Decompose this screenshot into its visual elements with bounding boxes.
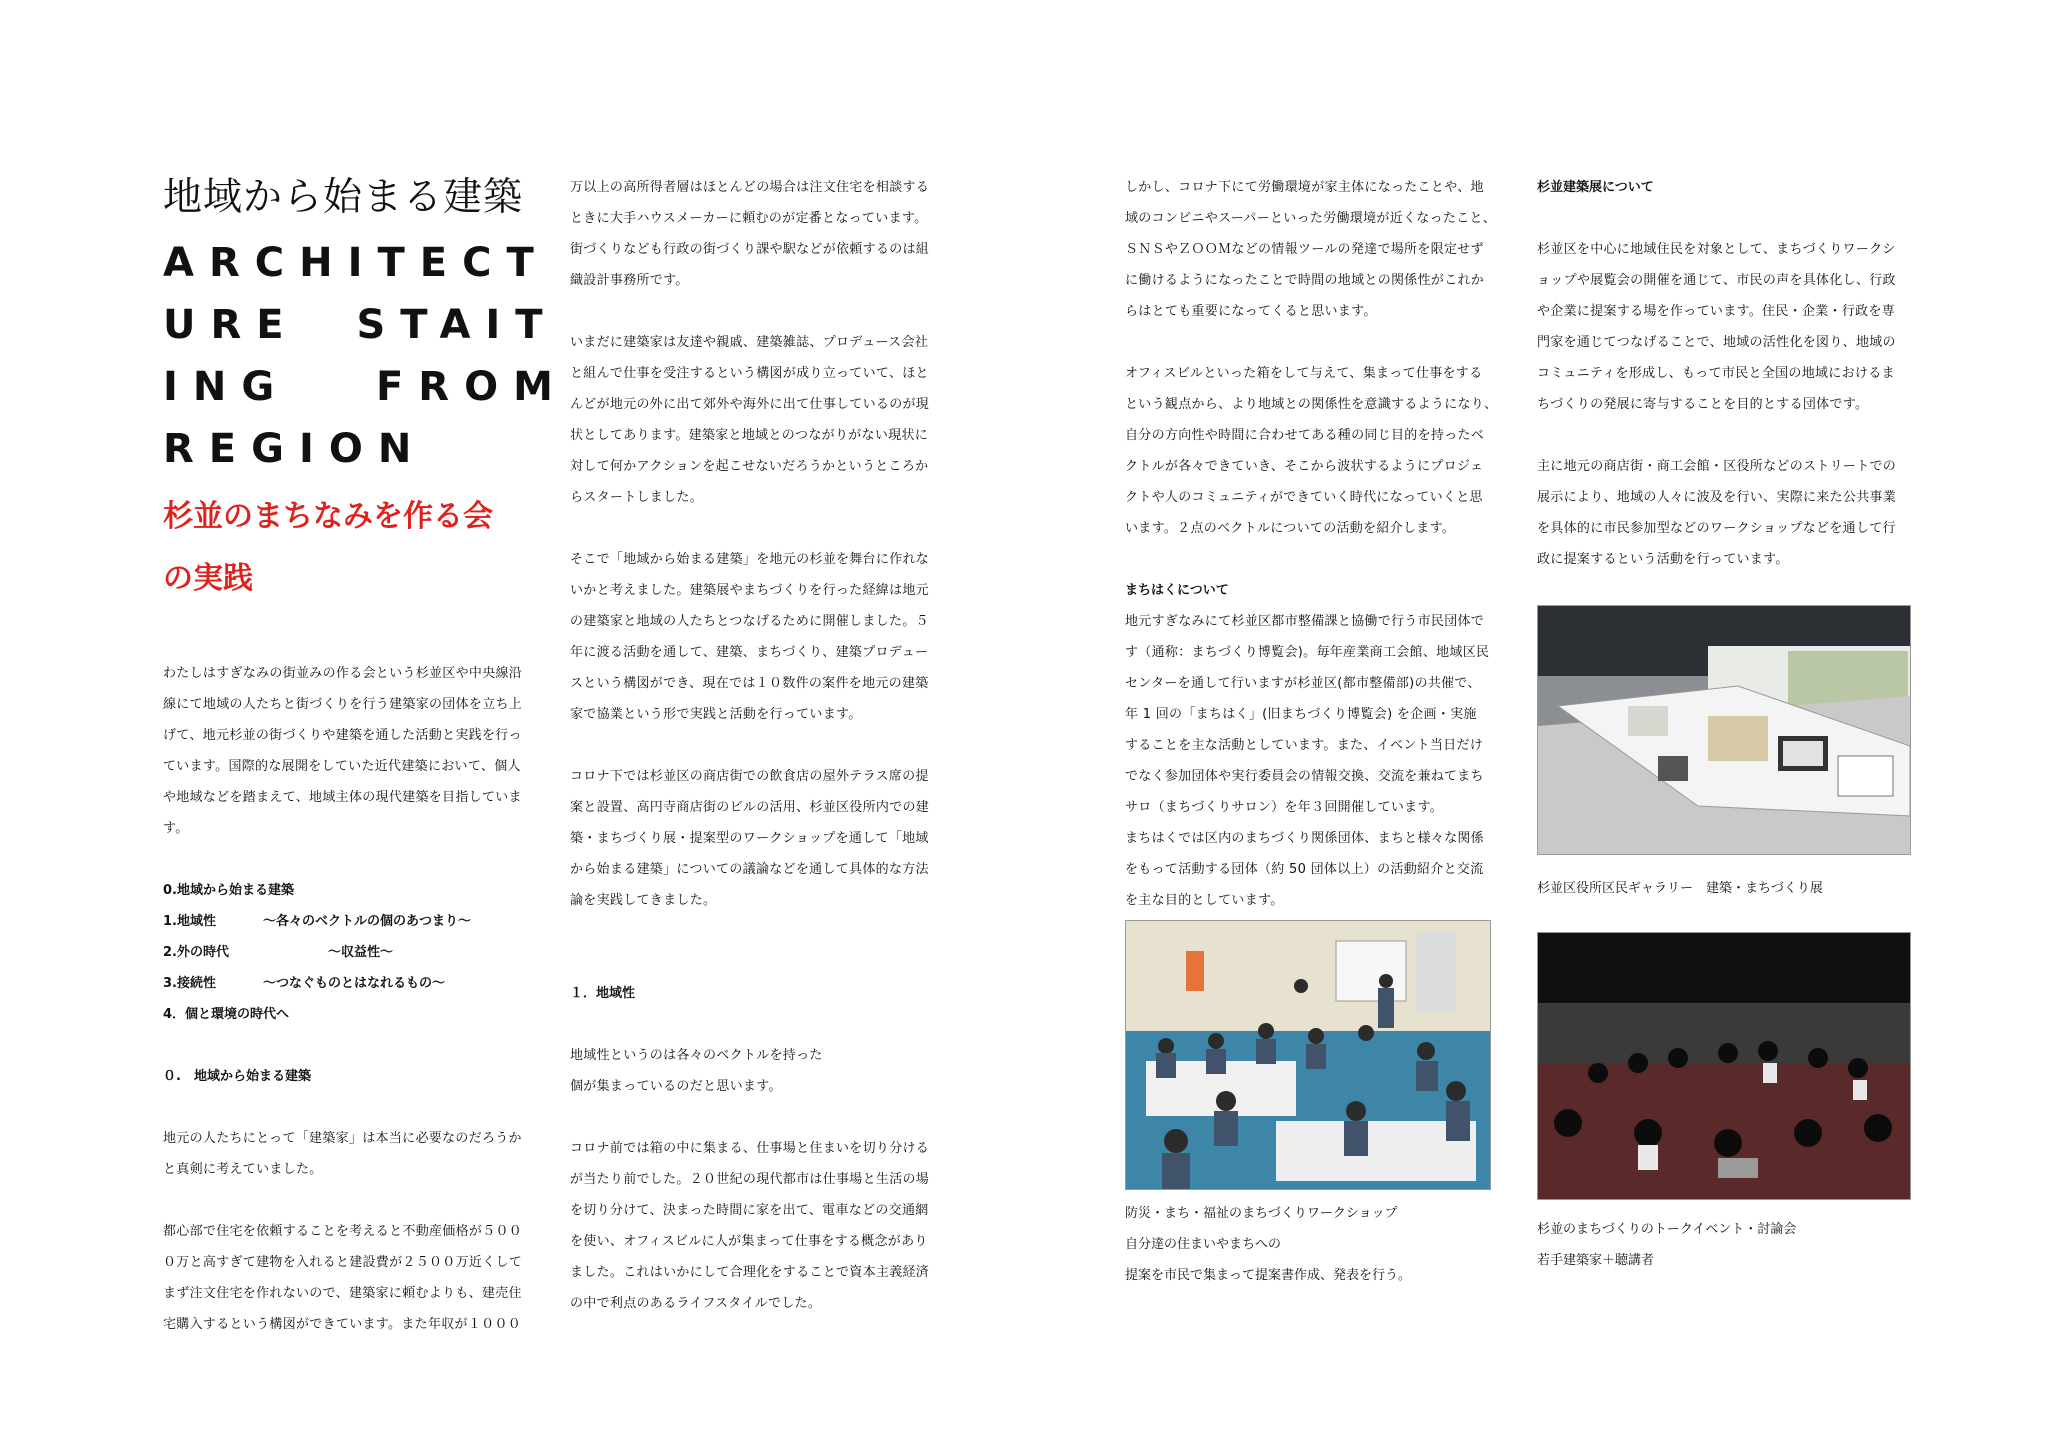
text-line: 地元の人たちにとって「建築家」は本当に必要なのだろうか <box>163 1131 522 1146</box>
text-line: や地域などを踏まえて、地域主体の現代建築を目指していま <box>163 790 522 805</box>
english-title-line: ING FROM <box>163 364 568 410</box>
talk-event-photo-image <box>1538 933 1910 1199</box>
text-line: しかし、コロナ下にて労働環境が家主体になったことや、地 <box>1125 180 1484 195</box>
text-line: と真剣に考えていました。 <box>163 1162 323 1177</box>
toc-label: 3.接続性 <box>163 976 216 991</box>
section-heading: ０. 地域から始まる建築 <box>163 1069 311 1084</box>
text-line: まず注文住宅を作れないので、建築家に頼むよりも、建売住 <box>163 1286 522 1301</box>
text-line: 街づくりなども行政の街づくり課や駅などが依頼するのは組 <box>570 242 930 257</box>
section-heading: まちはくについて <box>1125 583 1229 598</box>
paragraph <box>570 172 948 296</box>
paragraph <box>163 1216 538 1340</box>
text-line: 個が集まっているのだと思います。 <box>570 1079 782 1094</box>
text-line: そこで「地域から始まる建築」を地元の杉並を舞台に作れな <box>570 552 930 567</box>
text-line: 案と設置、高円寺商店街のビルの活用、杉並区役所内での建 <box>570 800 930 815</box>
caption-line: 杉並区役所区民ギャラリー 建築・まちづくり展 <box>1537 881 1823 896</box>
text-line: の建築家と地域の人たちとつなげるために開催しました。５ <box>570 614 929 629</box>
toc-item <box>163 906 538 937</box>
text-line: 政に提案するという活動を行っています。 <box>1537 552 1789 567</box>
text-line: ＳＮＳやＺＯＯＭなどの情報ツールの発達で場所を限定せず <box>1125 242 1484 257</box>
toc-item <box>163 937 538 968</box>
text-line: 域のコンビニやスーパーといった労働環境が近くなったこと、 <box>1125 211 1497 226</box>
text-line: わたしはすぎなみの街並みの作る会という杉並区や中央線沿 <box>163 666 523 681</box>
section-heading: 杉並建築展について <box>1537 180 1654 195</box>
table-of-contents <box>163 875 538 1030</box>
text-line: コミュニティを形成し、もって市民と全国の地域におけるま <box>1537 366 1895 381</box>
text-line: ちづくりの発展に寄与することを目的とする団体です。 <box>1537 397 1869 412</box>
text-line: 織設計事務所です。 <box>570 273 689 288</box>
text-line: でなく参加団体や実行委員会の情報交換、交流を兼ねてまち <box>1125 769 1484 784</box>
paragraph <box>570 761 948 916</box>
text-line: 都心部で住宅を依頼することを考えると不動産価格が５００ <box>163 1224 523 1239</box>
paragraph <box>1125 606 1501 916</box>
text-line: から始まる建築」についての議論などを通して具体的な方法 <box>570 862 929 877</box>
toc-desc: 〜各々のベクトルの個のあつまり〜 <box>263 914 472 929</box>
text-line: 地域性というのは各々のベクトルを持った <box>570 1048 823 1063</box>
text-line: や企業に提案する場を作っています。住民・企業・行政を専 <box>1537 304 1896 319</box>
paragraph <box>570 1133 948 1319</box>
column-1 <box>163 168 568 1340</box>
text-line: 地元すぎなみにて杉並区都市整備課と協働で行う市民団体で <box>1125 614 1485 629</box>
text-line: ました。これはいかにして合理化をすることで資本主義経済 <box>570 1265 930 1280</box>
text-line: げて、地元杉並の街づくりや建築を通した活動と実践を行っ <box>163 728 522 743</box>
text-line: ています。国際的な展開をしていた近代建築において、個人 <box>163 759 521 774</box>
text-line: を主な目的としています。 <box>1125 893 1284 908</box>
text-line: 対して何かアクションを起こせないだろうかというところか <box>570 459 929 474</box>
text-line: 状としてあります。建築家と地域とのつながりがない現状に <box>570 428 929 443</box>
toc-item <box>163 968 538 999</box>
toc-desc: 〜つなぐものとはなれるもの〜 <box>263 976 446 991</box>
text-line: することを主な活動としています。また、イベント当日だけ <box>1125 738 1484 753</box>
text-line: という観点から、より地域との関係性を意識するようになり、 <box>1125 397 1498 412</box>
photo-caption <box>1537 873 1913 904</box>
text-line: ０万と高すぎて建物を入れると建設費が２５００万近くして <box>163 1255 523 1270</box>
english-title <box>163 232 568 480</box>
paragraph <box>570 1040 948 1102</box>
text-line: いまだに建築家は友達や親戚、建築雑誌、プロデュース会社 <box>570 335 929 350</box>
text-line: ョップや展覧会の開催を通じて、市民の声を具体化し、行政 <box>1537 273 1896 288</box>
text-line: らスタートしました。 <box>570 490 704 505</box>
text-line: 杉並区を中心に地域住民を対象として、まちづくりワークシ <box>1537 242 1896 257</box>
caption-line: 杉並のまちづくりのトークイベント・討論会 <box>1537 1222 1797 1237</box>
paragraph <box>1125 358 1501 544</box>
text-line: が当たり前でした。２０世紀の現代都市は仕事場と生活の場 <box>570 1172 930 1187</box>
toc-label: 0.地域から始まる建築 <box>163 883 294 898</box>
paragraph <box>1537 234 1913 420</box>
section-heading: １．地域性 <box>570 986 636 1001</box>
text-line: 展示により、地域の人々に波及を行い、実際に来た公共事業 <box>1537 490 1897 505</box>
exhibition-photo <box>1537 605 1911 855</box>
toc-desc: 〜収益性〜 <box>263 945 394 960</box>
text-line: を使い、オフィスビルに人が集まって仕事をする概念があり <box>570 1234 928 1249</box>
intro-paragraph <box>163 658 538 844</box>
paragraph <box>163 1123 538 1185</box>
text-line: サロ（まちづくりサロン）を年３回開催しています。 <box>1125 800 1444 815</box>
text-line: 家で協業という形で実践と活動を行っています。 <box>570 707 862 722</box>
text-line: センターを通して行いますが杉並区(都市整備部)の共催で、 <box>1125 676 1481 691</box>
text-line: いかと考えました。建築展やまちづくりを行った経緯は地元 <box>570 583 929 598</box>
text-line: と組んで仕事を受注するという構図が成り立っていて、ほと <box>570 366 929 381</box>
text-line: オフィスビルといった箱をして与えて、集まって仕事をする <box>1125 366 1483 381</box>
text-line: らはとても重要になってくると思います。 <box>1125 304 1377 319</box>
caption-line: 提案を市民で集まって提案書作成、発表を行う。 <box>1125 1268 1412 1283</box>
text-line: に働けるようになったことで時間の地域との関係性がこれか <box>1125 273 1485 288</box>
text-line: います。２点のベクトルについての活動を紹介します。 <box>1125 521 1456 536</box>
text-line: 門家を通じてつなげることで、地域の活性化を図り、地域の <box>1537 335 1896 350</box>
subtitle <box>163 486 538 610</box>
text-line: をもって活動する団体（約 50 団体以上）の活動紹介と交流 <box>1125 862 1484 877</box>
subtitle-line: の実践 <box>163 561 253 596</box>
caption-line: 若手建築家＋聴講者 <box>1537 1253 1655 1268</box>
subtitle-line: 杉並のまちなみを作る会 <box>163 499 493 534</box>
text-line: 年に渡る活動を通して、建築、まちづくり、建築プロデュー <box>570 645 929 660</box>
column-2 <box>570 172 948 1319</box>
text-line: の中で利点のあるライフスタイルでした。 <box>570 1296 822 1311</box>
text-line: クトや人のコミュニティができていく時代になっていくと思 <box>1125 490 1483 505</box>
text-line: まちはくでは区内のまちづくり関係団体、まちと様々な関係 <box>1125 831 1484 846</box>
caption-line: 自分達の住まいやまちへの <box>1125 1237 1282 1252</box>
page-title: 地域から始まる建築 <box>163 175 524 220</box>
text-line: ときに大手ハウスメーカーに頼むのが定番となっています。 <box>570 211 928 226</box>
text-line: スという構図ができ、現在では１０数件の案件を地元の建築 <box>570 676 929 691</box>
paragraph <box>570 327 948 513</box>
text-line: 年 1 回の「まちはく」(旧まちづくり博覧会) を企画・実施 <box>1125 707 1477 722</box>
toc-label: 2.外の時代 <box>163 945 229 960</box>
text-line: んどが地元の外に出て郊外や海外に出て仕事しているのが現 <box>570 397 930 412</box>
text-line: 万以上の高所得者層はほとんどの場合は注文住宅を相談する <box>570 180 930 195</box>
column-3 <box>1125 172 1501 1291</box>
paragraph <box>570 544 948 730</box>
text-line: 築・まちづくり展・提案型のワークショップを通して「地域 <box>570 831 929 846</box>
text-line: 線にて地域の人たちと街づくりを行う建築家の団体を立ち上 <box>163 697 523 712</box>
photo-caption <box>1537 1214 1913 1276</box>
text-line: 主に地元の商店街・商工会館・区役所などのストリートでの <box>1537 459 1897 474</box>
text-line: を具体的に市民参加型などのワークショップなどを通して行 <box>1537 521 1896 536</box>
photo-caption <box>1125 1198 1501 1291</box>
text-line: クトルが各々できていき、そこから波状するようにプロジェ <box>1125 459 1484 474</box>
workshop-photo-image <box>1126 921 1490 1189</box>
text-line: 論を実践してきました。 <box>570 893 717 908</box>
exhibition-photo-image <box>1538 606 1910 854</box>
text-line: を切り分けて、決まった時間に家を出て、電車などの交通網 <box>570 1203 929 1218</box>
talk-event-photo <box>1537 932 1911 1200</box>
english-title-line: URE STAIT <box>163 302 558 348</box>
paragraph <box>1537 451 1913 575</box>
caption-line: 防災・まち・福祉のまちづくりワークショップ <box>1125 1206 1398 1221</box>
workshop-photo <box>1125 920 1491 1190</box>
text-line: 宅購入するという構図ができています。また年収が１０００ <box>163 1317 522 1332</box>
column-4 <box>1537 172 1913 1276</box>
text-line: コロナ下では杉並区の商店街での飲食店の屋外テラス席の提 <box>570 769 929 784</box>
text-line: す。 <box>163 821 189 836</box>
paragraph <box>1125 172 1501 327</box>
toc-item <box>163 875 538 906</box>
text-line: 自分の方向性や時間に合わせてある種の同じ目的を持ったベ <box>1125 428 1485 443</box>
toc-label: 4．個と環境の時代へ <box>163 1007 290 1022</box>
english-title-line: REGION <box>163 426 427 472</box>
english-title-line: ARCHITECT <box>163 240 549 286</box>
text-line: コロナ前では箱の中に集まる、仕事場と住まいを切り分ける <box>570 1141 930 1156</box>
toc-label: 1.地域性 <box>163 914 216 929</box>
text-line: す（通称：まちづくり博覧会)。毎年産業商工会館、地域区民 <box>1125 645 1490 660</box>
toc-item <box>163 999 538 1030</box>
